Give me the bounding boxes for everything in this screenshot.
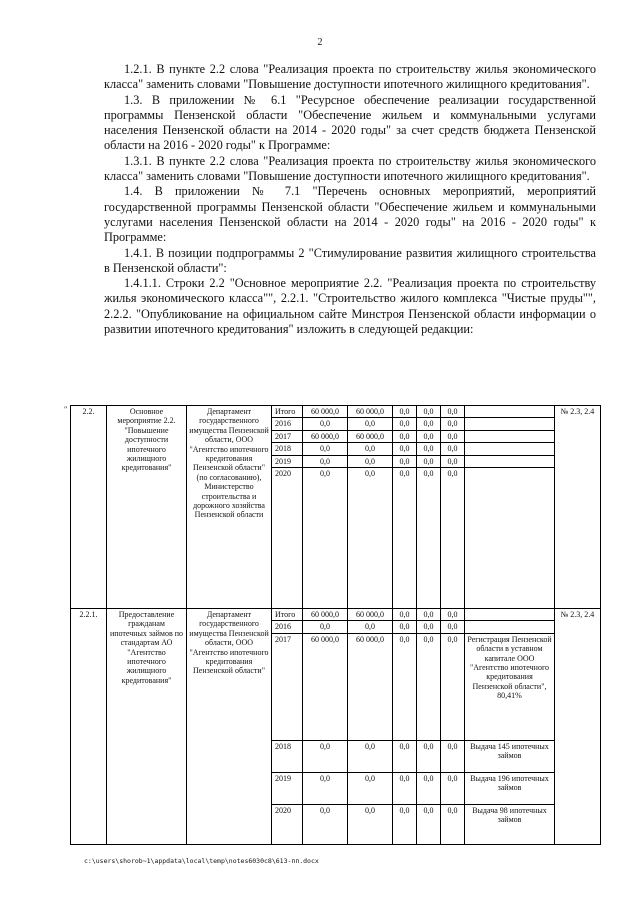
item-executor: Департамент государственного имущества Пензенской области, ООО "Агентство ипотечного кредитования Пензенской области" — [187, 609, 272, 845]
year-label: 2019 — [272, 772, 303, 804]
other-sources-value: 0,0 — [441, 430, 465, 442]
expected-result — [465, 621, 555, 633]
item-number: 2.2. — [71, 406, 107, 609]
page-number: 2 — [317, 37, 323, 48]
regional-budget-value: 60 000,0 — [348, 609, 393, 621]
expected-result — [465, 443, 555, 455]
expected-result — [465, 418, 555, 430]
regional-budget-value: 0,0 — [348, 621, 393, 633]
total-value: 60 000,0 — [303, 633, 348, 740]
document-body — [104, 62, 596, 337]
expected-result — [465, 406, 555, 418]
paragraph: 1.4.1.1. Строки 2.2 "Основное мероприятие 2.2. "Реализация проекта по строительству жилья экономического класса"", 2.2.1. "Строительство жилого комплекса "Чистые пруды"", 2.2.2. "Опубликование на официальном сайте Минстроя Пензенской области информации о развитии ипотечного кредитования" изложить в следующей редакции: — [104, 276, 596, 337]
year-label: 2020 — [272, 804, 303, 844]
federal-budget-value: 0,0 — [393, 418, 417, 430]
local-budget-value: 0,0 — [417, 418, 441, 430]
table-row-2-2-1 — [71, 609, 601, 845]
local-budget-value: 0,0 — [417, 430, 441, 442]
other-sources-value: 0,0 — [441, 406, 465, 418]
table-row — [71, 609, 601, 621]
local-budget-value: 0,0 — [417, 804, 441, 844]
total-value: 0,0 — [303, 455, 348, 467]
other-sources-value: 0,0 — [441, 621, 465, 633]
federal-budget-value: 0,0 — [393, 621, 417, 633]
regional-budget-value: 0,0 — [348, 804, 393, 844]
other-sources-value: 0,0 — [441, 804, 465, 844]
regional-budget-value: 0,0 — [348, 740, 393, 772]
local-budget-value: 0,0 — [417, 621, 441, 633]
year-label: 2018 — [272, 740, 303, 772]
total-value: 0,0 — [303, 804, 348, 844]
federal-budget-value: 0,0 — [393, 430, 417, 442]
item-executor: Департамент государственного имущества Пензенской области, ООО "Агентство ипотечного кредитования Пензенской области" (по согласованию), Министерство строительства и дорожного хозяйства Пензенской области — [187, 406, 272, 609]
total-value: 60 000,0 — [303, 406, 348, 418]
paragraph: 1.4.1. В позиции подпрограммы 2 "Стимулирование развития жилищного строительства в Пензенской области": — [104, 245, 596, 275]
federal-budget-value: 0,0 — [393, 772, 417, 804]
total-value: 0,0 — [303, 443, 348, 455]
expected-result: Выдача 98 ипотечных займов — [465, 804, 555, 844]
indicator-ref: № 2.3, 2.4 — [555, 406, 601, 609]
year-label: 2016 — [272, 418, 303, 430]
other-sources-value: 0,0 — [441, 633, 465, 740]
federal-budget-value: 0,0 — [393, 443, 417, 455]
local-budget-value: 0,0 — [417, 772, 441, 804]
year-label: 2017 — [272, 430, 303, 442]
item-name: Предоставление гражданам ипотечных займов по стандартам АО "Агентство ипотечного жилищного кредитования" — [107, 609, 187, 845]
regional-budget-value: 60 000,0 — [348, 406, 393, 418]
other-sources-value: 0,0 — [441, 772, 465, 804]
item-number: 2.2.1. — [71, 609, 107, 845]
total-value: 0,0 — [303, 740, 348, 772]
expected-result — [465, 455, 555, 467]
other-sources-value: 0,0 — [441, 468, 465, 609]
local-budget-value: 0,0 — [417, 468, 441, 609]
file-path-footer: c:\users\shorob~1\appdata\local\temp\notes6030c8\613-пп.docx — [84, 857, 319, 865]
local-budget-value: 0,0 — [417, 406, 441, 418]
total-value: 0,0 — [303, 621, 348, 633]
year-label: 2020 — [272, 468, 303, 609]
local-budget-value: 0,0 — [417, 740, 441, 772]
regional-budget-value: 60 000,0 — [348, 633, 393, 740]
expected-result: Выдача 196 ипотечных займов — [465, 772, 555, 804]
paragraph: 1.4. В приложении № 7.1 "Перечень основных мероприятий, мероприятий государственной программы Пензенской области "Обеспечение жильем и коммунальными услугами населения Пензенской области на 2014 - 2020 годы" на 2016 - 2020 годы" к Программе: — [104, 184, 596, 245]
indicator-ref: № 2.3, 2.4 — [555, 609, 601, 845]
federal-budget-value: 0,0 — [393, 633, 417, 740]
local-budget-value: 0,0 — [417, 455, 441, 467]
regional-budget-value: 0,0 — [348, 455, 393, 467]
local-budget-value: 0,0 — [417, 633, 441, 740]
expected-result — [465, 468, 555, 609]
local-budget-value: 0,0 — [417, 443, 441, 455]
other-sources-value: 0,0 — [441, 455, 465, 467]
other-sources-value: 0,0 — [441, 740, 465, 772]
federal-budget-value: 0,0 — [393, 740, 417, 772]
year-label: Итого — [272, 609, 303, 621]
other-sources-value: 0,0 — [441, 418, 465, 430]
local-budget-value: 0,0 — [417, 609, 441, 621]
regional-budget-value: 0,0 — [348, 443, 393, 455]
federal-budget-value: 0,0 — [393, 455, 417, 467]
expected-result: Регистрация Пензенской области в уставном капитале ООО "Агентство ипотечного кредитования Пензенской области", 80,41% — [465, 633, 555, 740]
expected-result — [465, 430, 555, 442]
item-name: Основное мероприятие 2.2. "Повышение доступности ипотечного жилищного кредитования" — [107, 406, 187, 609]
regional-budget-value: 0,0 — [348, 468, 393, 609]
other-sources-value: 0,0 — [441, 443, 465, 455]
table-row-2-2 — [71, 406, 601, 609]
paragraph: 1.3. В приложении № 6.1 "Ресурсное обеспечение реализации государственной программы Пензенской области "Обеспечение жильем и коммунальными услугами населения Пензенской области на 2014 - 2020 годы" за счет средств бюджета Пензенской области на 2016 - 2020 годы" к Программе: — [104, 92, 596, 153]
paragraph: 1.3.1. В пункте 2.2 слова "Реализация проекта по строительству жилья экономического класса" заменить словами "Повышение доступности ипотечного жилищного кредитования". — [104, 153, 596, 184]
paragraph: 1.2.1. В пункте 2.2 слова "Реализация проекта по строительству жилья экономического класса" заменить словами "Повышение доступности ипотечного жилищного кредитования". — [104, 62, 596, 92]
total-value: 0,0 — [303, 772, 348, 804]
year-label: Итого — [272, 406, 303, 418]
year-label: 2016 — [272, 621, 303, 633]
regional-budget-value: 60 000,0 — [348, 430, 393, 442]
table-row — [71, 406, 601, 418]
federal-budget-value: 0,0 — [393, 468, 417, 609]
expected-result — [465, 609, 555, 621]
expected-result: Выдача 145 ипотечных займов — [465, 740, 555, 772]
federal-budget-value: 0,0 — [393, 609, 417, 621]
other-sources-value: 0,0 — [441, 609, 465, 621]
total-value: 0,0 — [303, 418, 348, 430]
program-table — [70, 405, 601, 845]
open-quote: " — [64, 405, 68, 414]
federal-budget-value: 0,0 — [393, 804, 417, 844]
year-label: 2017 — [272, 633, 303, 740]
regional-budget-value: 0,0 — [348, 772, 393, 804]
regional-budget-value: 0,0 — [348, 418, 393, 430]
total-value: 0,0 — [303, 468, 348, 609]
federal-budget-value: 0,0 — [393, 406, 417, 418]
year-label: 2019 — [272, 455, 303, 467]
year-label: 2018 — [272, 443, 303, 455]
total-value: 60 000,0 — [303, 609, 348, 621]
total-value: 60 000,0 — [303, 430, 348, 442]
